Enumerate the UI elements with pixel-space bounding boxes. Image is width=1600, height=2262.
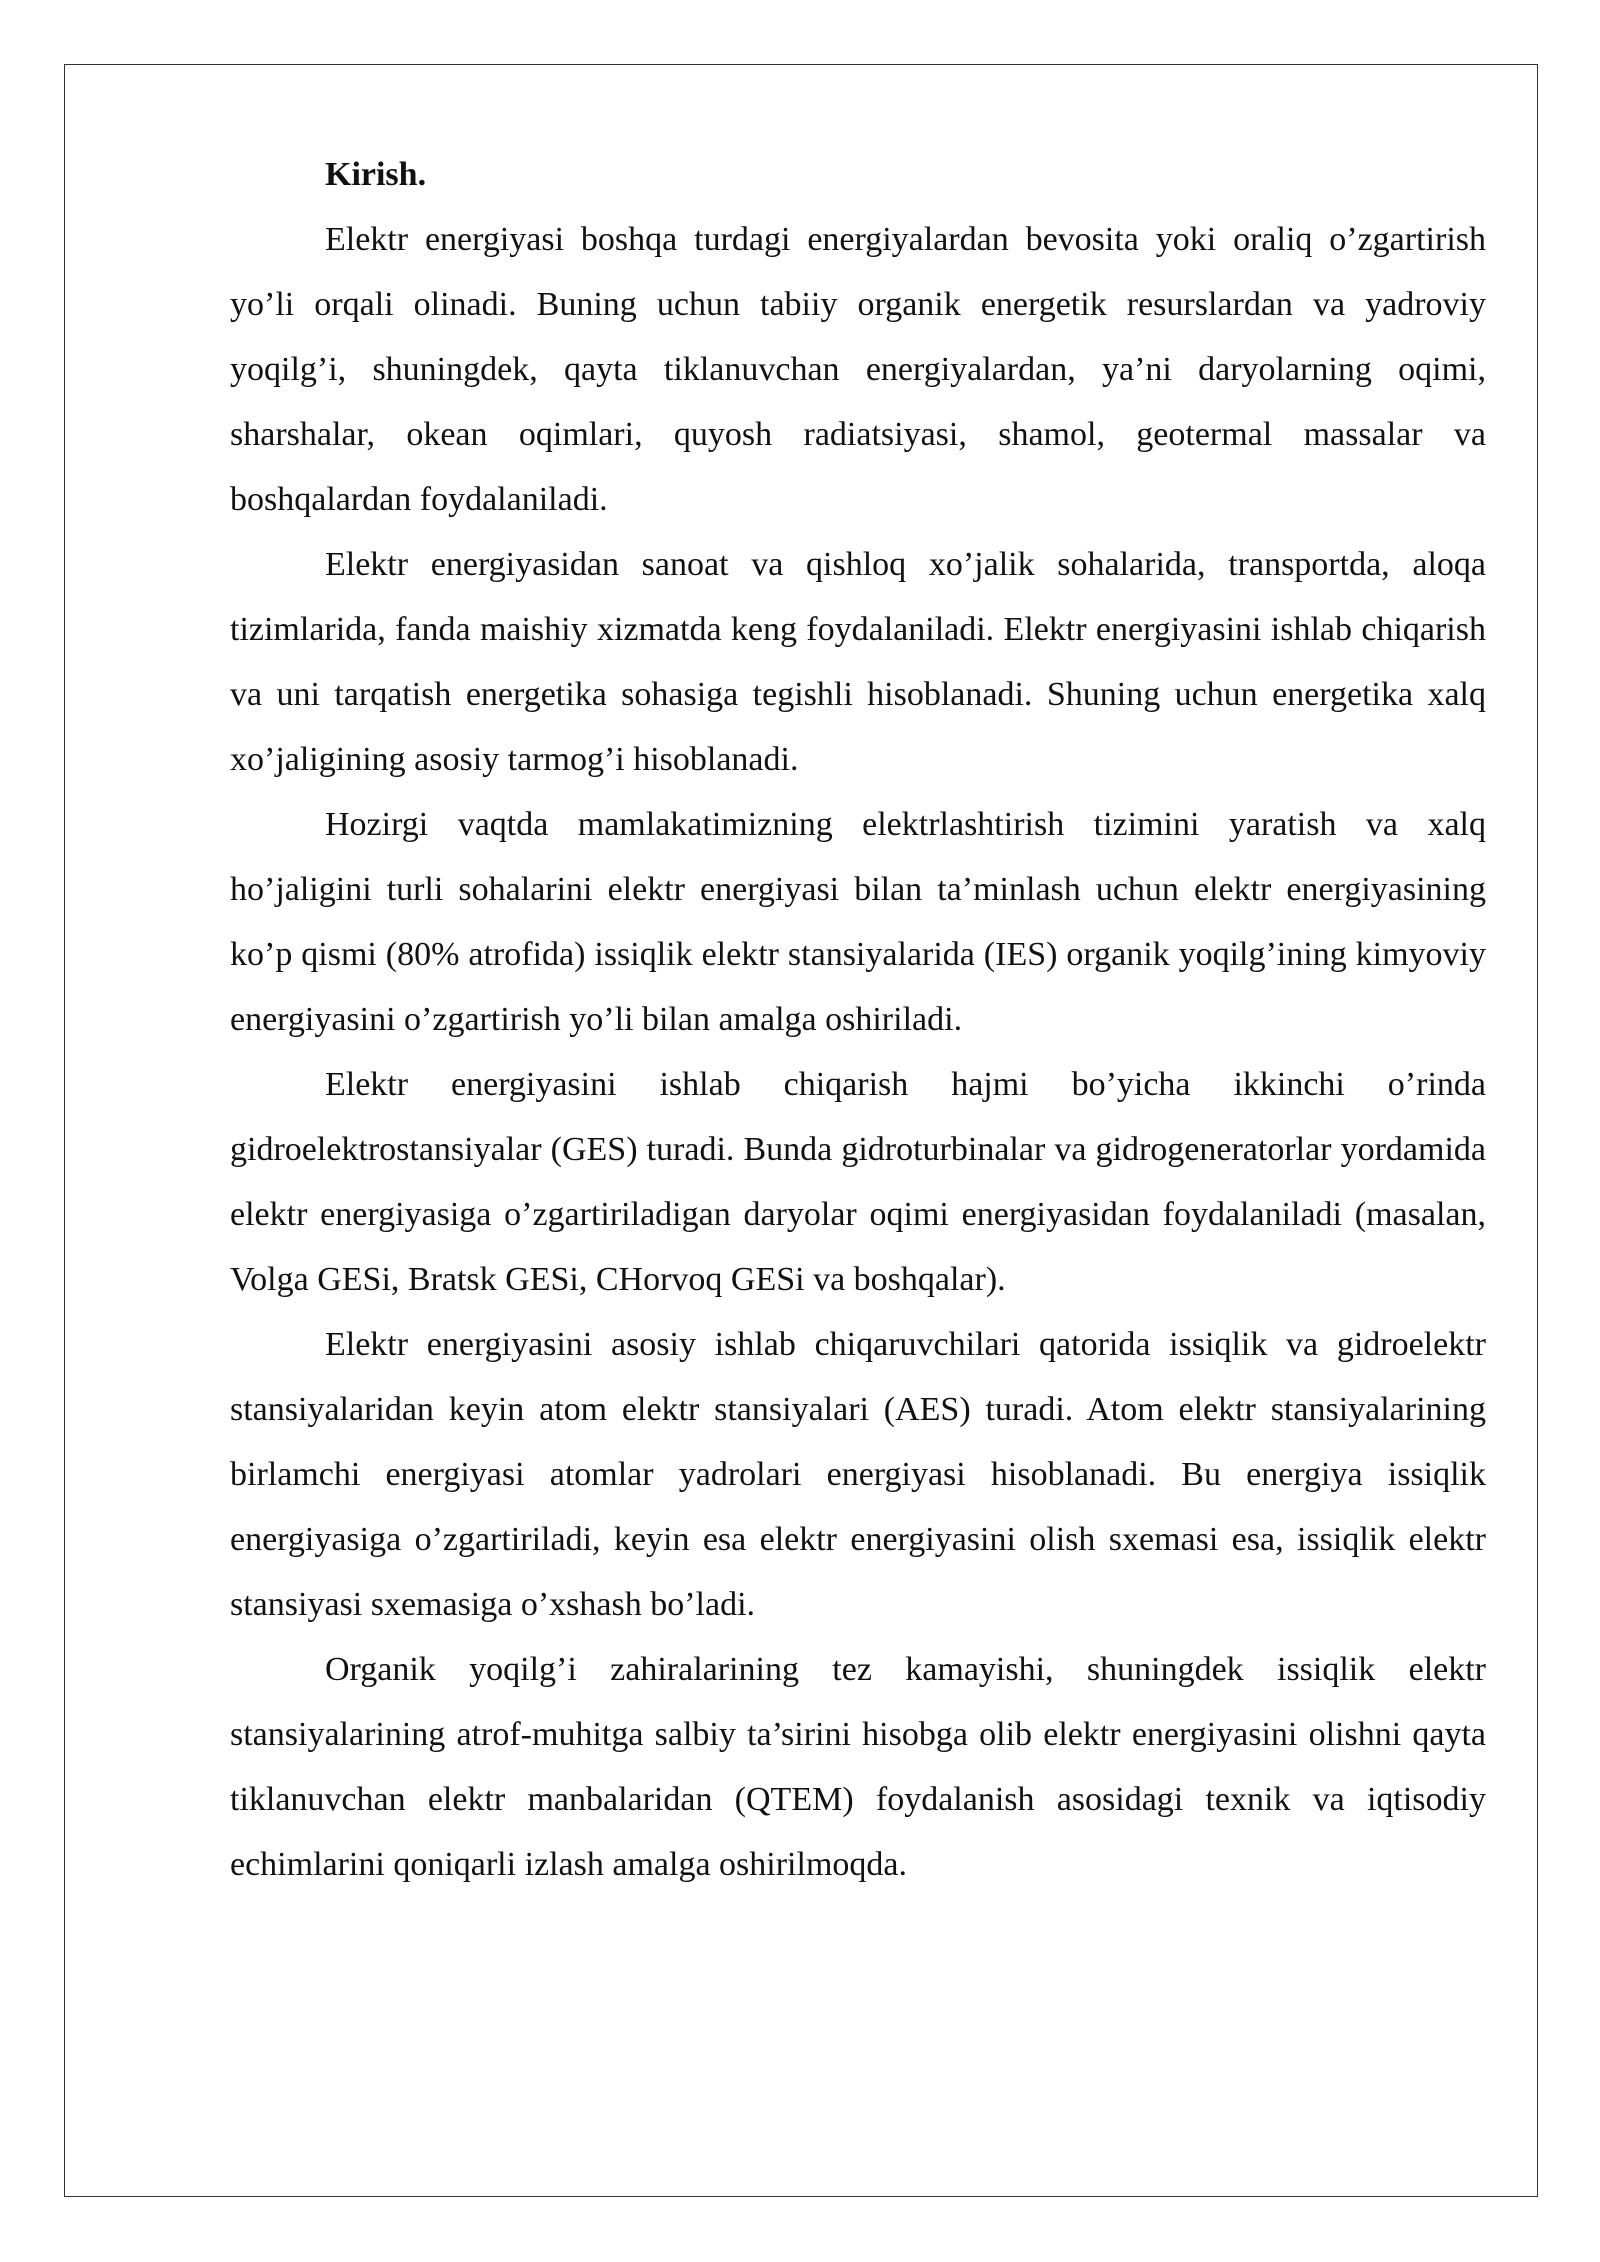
paragraph: Hozirgi vaqtda mamlakatimizning elektrlashtirish tizimini yaratish va xalq ho’jaligini turli sohalarini elektr energiyasi bilan ta’minlash uchun elektr energiyasining ko’p qismi (80% atrofida) issiqlik elektr stansiyalarida (IES) organik yoqilg’ining kimyoviy energiyasini o’zgartirish yo’li bilan amalga oshiriladi. <box>230 806 1486 1038</box>
paragraph: Elektr energiyasidan sanoat va qishloq xo’jalik sohalarida, transportda, aloqa tizimlarida, fanda maishiy xizmatda keng foydalaniladi. Elektr energiyasini ishlab chiqarish va uni tarqatish energetika sohasiga tegishli hisoblanadi. Shuning uchun energetika xalq xo’jaligining asosiy tarmog’i hisoblanadi. <box>230 546 1486 778</box>
paragraph: Elektr energiyasini ishlab chiqarish hajmi bo’yicha ikkinchi o’rinda gidroelektrostansiyalar (GES) turadi. Bunda gidroturbinalar va gidrogeneratorlar yordamida elektr energiyasiga o’zgartiriladigan daryolar oqimi energiyasidan foydalaniladi (masalan, Volga GESi, Bratsk GESi, CHorvoq GESi va boshqalar). <box>230 1066 1486 1298</box>
paragraph: Elektr energiyasini asosiy ishlab chiqaruvchilari qatorida issiqlik va gidroelektr stansiyalaridan keyin atom elektr stansiyalari (AES) turadi. Atom elektr stansiyalarining birlamchi energiyasi atomlar yadrolari energiyasi hisoblanadi. Bu energiya issiqlik energiyasiga o’zgartiriladi, keyin esa elektr energiyasini olish sxemasi esa, issiqlik elektr stansiyasi sxemasiga o’xshash bo’ladi. <box>230 1326 1486 1623</box>
document-body <box>230 142 1486 1897</box>
paragraph: Organik yoqilg’i zahiralarining tez kamayishi, shuningdek issiqlik elektr stansiyalarining atrof-muhitga salbiy ta’sirini hisobga olib elektr energiyasini olishni qayta tiklanuvchan elektr manbalaridan (QTEM) foydalanish asosidagi texnik va iqtisodiy echimlarini qoniqarli izlash amalga oshirilmoqda. <box>230 1651 1486 1883</box>
section-heading: Kirish. <box>325 156 427 193</box>
paragraph: Elektr energiyasi boshqa turdagi energiyalardan bevosita yoki oraliq o’zgartirish yo’li orqali olinadi. Buning uchun tabiiy organik energetik resurslardan va yadroviy yoqilg’i, shuningdek, qayta tiklanuvchan energiyalardan, ya’ni daryolarning oqimi, sharshalar, okean oqimlari, quyosh radiatsiyasi, shamol, geotermal massalar va boshqalardan foydalaniladi. <box>230 221 1486 518</box>
